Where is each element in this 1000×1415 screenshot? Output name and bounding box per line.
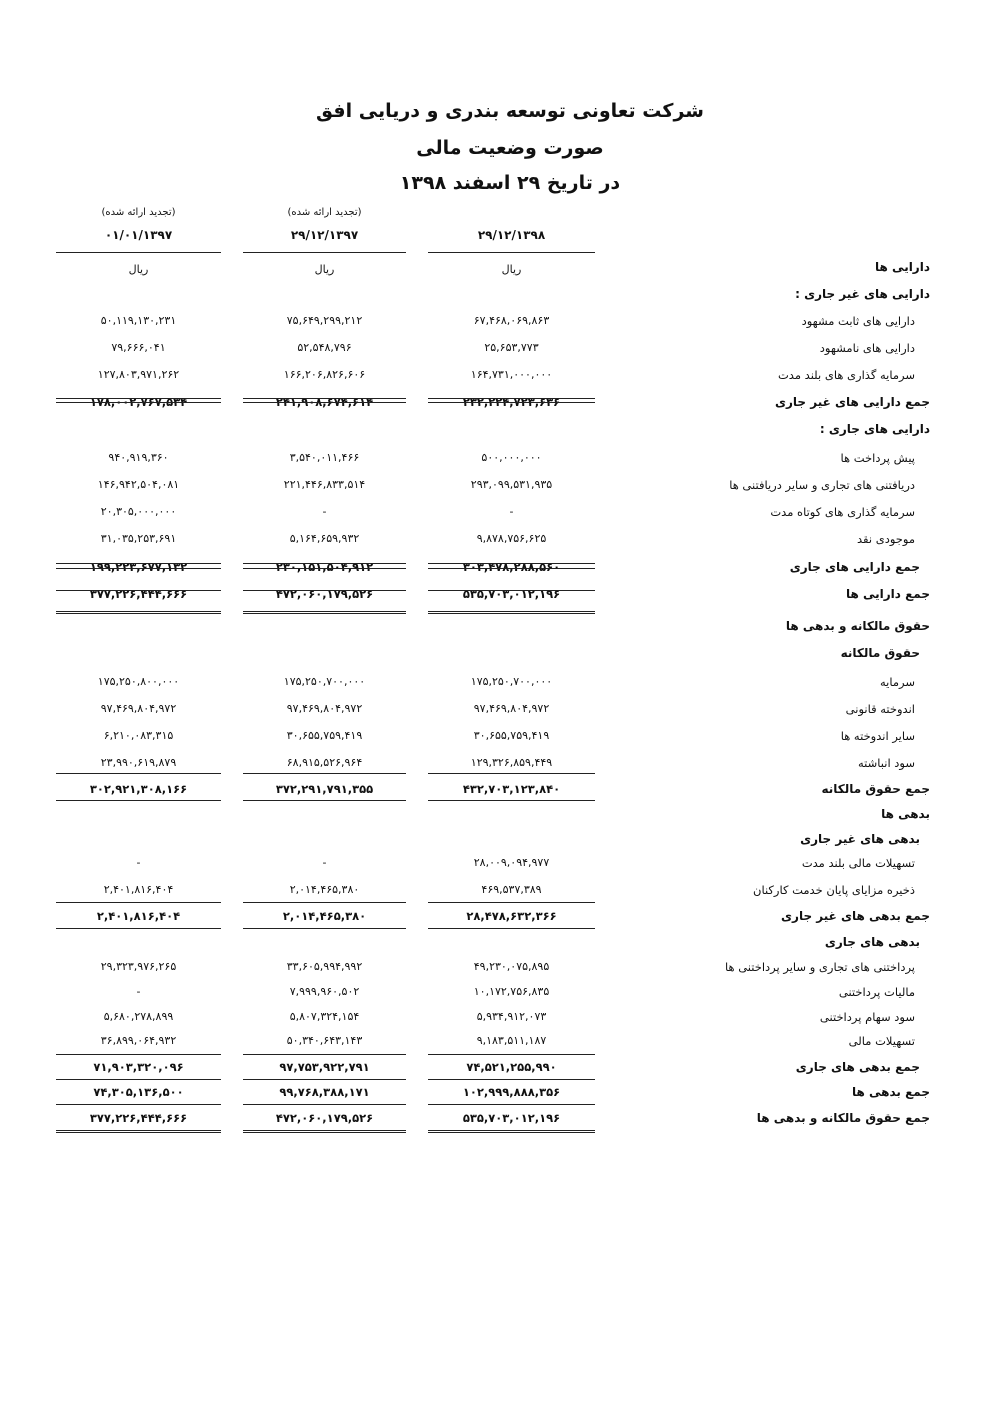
row-value: ۳۰,۶۵۵,۷۵۹,۴۱۹ xyxy=(286,729,363,742)
row-value: - xyxy=(322,505,327,518)
table-row xyxy=(0,556,1000,582)
subtotal-rule xyxy=(56,563,221,564)
subtotal-rule xyxy=(56,1054,221,1055)
row-value: ۴۳۲,۷۰۳,۱۲۳,۸۴۰ xyxy=(462,782,561,796)
header-rule xyxy=(428,252,595,253)
subtotal-rule xyxy=(428,773,595,774)
table-row xyxy=(0,642,1000,668)
table-row xyxy=(0,528,1000,554)
column-note: (تجدید ارائه شده) xyxy=(287,207,362,218)
table-row xyxy=(0,803,1000,829)
row-value: ۳۶,۸۹۹,۰۶۴,۹۳۲ xyxy=(100,1034,177,1047)
row-label: تسهیلات مالی xyxy=(848,1034,915,1048)
row-label: جمع بدهی های جاری xyxy=(795,1060,920,1074)
row-value: ۹۷,۴۶۹,۸۰۴,۹۷۲ xyxy=(286,702,363,715)
row-value: ۳۳,۶۰۵,۹۹۴,۹۹۲ xyxy=(286,960,363,973)
subtotal-rule xyxy=(428,928,595,929)
table-row xyxy=(0,698,1000,724)
row-label: بدهی ها xyxy=(881,807,930,821)
row-label: جمع دارایی ها xyxy=(845,587,930,601)
row-label: بدهی های غیر جاری xyxy=(800,832,920,846)
column-unit: ریال xyxy=(314,263,335,276)
row-label: اندوخته قانونی xyxy=(845,702,915,716)
total-double-rule xyxy=(56,611,221,614)
table-row xyxy=(0,501,1000,527)
row-value: ۱۴۶,۹۴۲,۵۰۴,۰۸۱ xyxy=(97,478,180,491)
row-value: ۳۱,۰۳۵,۲۵۳,۶۹۱ xyxy=(100,532,177,545)
row-label: سرمایه xyxy=(879,675,915,689)
row-value: ۷۱,۹۰۳,۳۲۰,۰۹۶ xyxy=(93,1060,184,1074)
row-value: ۲۵,۶۵۳,۷۷۳ xyxy=(484,341,539,354)
subtotal-rule xyxy=(243,928,406,929)
row-label: حقوق مالکانه و بدهی ها xyxy=(785,619,930,633)
row-value: ۴۶۹,۵۳۷,۳۸۹ xyxy=(481,883,542,896)
table-row xyxy=(0,474,1000,500)
row-value: - xyxy=(136,856,141,869)
row-value: ۵۳۵,۷۰۳,۰۱۲,۱۹۶ xyxy=(462,1111,561,1125)
row-label: سود سهام پرداختنی xyxy=(819,1010,915,1024)
table-row xyxy=(0,956,1000,982)
row-value: ۷۹,۶۶۶,۰۴۱ xyxy=(111,341,166,354)
total-double-rule xyxy=(243,611,406,614)
row-value: ۶۷,۴۶۸,۰۶۹,۸۶۳ xyxy=(473,314,550,327)
row-label: پرداختنی های تجاری و سایر پرداختنی ها xyxy=(725,960,915,974)
column-date: ۰۱/۰۱/۱۳۹۷ xyxy=(104,228,173,242)
row-value: ۵,۶۸۰,۲۷۸,۸۹۹ xyxy=(103,1010,174,1023)
row-value: ۳۰,۶۵۵,۷۵۹,۴۱۹ xyxy=(473,729,550,742)
table-row xyxy=(0,981,1000,1007)
table-row xyxy=(0,852,1000,878)
subtotal-rule xyxy=(56,1079,221,1080)
subtotal-rule xyxy=(428,800,595,801)
row-label: ذخیره مزایای پایان خدمت کارکنان xyxy=(753,883,915,897)
row-value: ۶۸,۹۱۵,۵۲۶,۹۶۴ xyxy=(286,756,363,769)
total-double-rule xyxy=(428,611,595,614)
row-label: دارایی های غیر جاری : xyxy=(795,287,930,301)
row-value: ۴۷۲,۰۶۰,۱۷۹,۵۲۶ xyxy=(275,1111,374,1125)
subtotal-rule xyxy=(243,1054,406,1055)
subtotal-rule xyxy=(243,563,406,564)
row-value: ۳۰۲,۹۲۱,۳۰۸,۱۶۶ xyxy=(89,782,188,796)
total-double-rule xyxy=(243,1130,406,1133)
row-value: ۹,۸۷۸,۷۵۶,۶۲۵ xyxy=(476,532,547,545)
table-row xyxy=(0,418,1000,444)
row-value: ۱۷۵,۲۵۰,۸۰۰,۰۰۰ xyxy=(97,675,180,688)
table-row xyxy=(0,364,1000,390)
row-value: ۶,۲۱۰,۰۸۳,۳۱۵ xyxy=(103,729,174,742)
subtotal-rule xyxy=(56,928,221,929)
subtotal-rule xyxy=(56,902,221,903)
table-row xyxy=(0,671,1000,697)
row-value: ۵۳۵,۷۰۳,۰۱۲,۱۹۶ xyxy=(462,587,561,601)
row-value: ۵,۱۶۴,۶۵۹,۹۳۲ xyxy=(289,532,360,545)
subtotal-rule xyxy=(243,402,406,403)
row-value: ۵۰,۳۴۰,۶۴۳,۱۴۳ xyxy=(286,1034,363,1047)
subtotal-rule xyxy=(428,563,595,564)
row-value: ۱۲۹,۳۲۶,۸۵۹,۴۴۹ xyxy=(470,756,553,769)
row-value: ۵,۹۳۴,۹۱۲,۰۷۳ xyxy=(476,1010,547,1023)
row-value: ۲۹,۳۲۳,۹۷۶,۲۶۵ xyxy=(100,960,177,973)
table-row xyxy=(0,583,1000,609)
row-value: - xyxy=(509,505,514,518)
row-label: موجودی نقد xyxy=(857,532,915,546)
row-value: ۳۷۲,۲۹۱,۷۹۱,۳۵۵ xyxy=(275,782,374,796)
row-value: ۴۷۲,۰۶۰,۱۷۹,۵۲۶ xyxy=(275,587,374,601)
row-value: ۲,۰۱۴,۴۶۵,۳۸۰ xyxy=(289,883,360,896)
row-label: حقوق مالکانه xyxy=(840,646,920,660)
total-double-rule xyxy=(428,1130,595,1133)
row-value: ۵,۸۰۷,۳۲۴,۱۵۴ xyxy=(289,1010,360,1023)
row-value: ۹,۱۸۳,۵۱۱,۱۸۷ xyxy=(476,1034,547,1047)
row-value: ۱۲۷,۸۰۳,۹۷۱,۲۶۲ xyxy=(97,368,180,381)
row-value: ۷۴,۳۰۵,۱۳۶,۵۰۰ xyxy=(93,1085,184,1099)
subtotal-rule xyxy=(428,902,595,903)
row-value: ۹۷,۷۵۳,۹۲۲,۷۹۱ xyxy=(279,1060,370,1074)
row-value: ۲۴۱,۹۰۸,۶۷۴,۶۱۴ xyxy=(275,395,374,409)
subtotal-rule xyxy=(243,398,406,399)
column-note xyxy=(428,206,595,220)
row-value: - xyxy=(136,985,141,998)
column-date: ۲۹/۱۲/۱۳۹۷ xyxy=(290,228,359,242)
row-label: دارایی های نامشهود xyxy=(819,341,915,355)
row-label: مالیات پرداختنی xyxy=(838,985,915,999)
row-label: جمع دارایی های غیر جاری xyxy=(775,395,930,409)
subtotal-rule xyxy=(56,590,221,591)
table-row xyxy=(0,310,1000,336)
row-value: ۱۷۸,۰۰۲,۷۶۷,۵۳۴ xyxy=(89,395,188,409)
row-value: ۹۹,۷۶۸,۳۸۸,۱۷۱ xyxy=(279,1085,370,1099)
row-value: ۳,۵۴۰,۰۱۱,۴۶۶ xyxy=(289,451,360,464)
row-value: ۳۷۷,۲۲۶,۴۴۴,۶۶۶ xyxy=(89,1111,188,1125)
subtotal-rule xyxy=(243,590,406,591)
table-row xyxy=(0,337,1000,363)
table-row xyxy=(0,931,1000,957)
total-double-rule xyxy=(56,1130,221,1133)
subtotal-rule xyxy=(428,1104,595,1105)
subtotal-rule xyxy=(428,398,595,399)
column-unit: ریال xyxy=(128,263,149,276)
row-value: ۴۹,۲۳۰,۰۷۵,۸۹۵ xyxy=(473,960,550,973)
row-label: سایر اندوخته ها xyxy=(840,729,915,743)
column-unit: ریال xyxy=(501,263,522,276)
row-value: ۲۸,۴۷۸,۶۳۲,۳۶۶ xyxy=(466,909,557,923)
row-value: ۷۵,۶۴۹,۲۹۹,۲۱۲ xyxy=(286,314,363,327)
subtotal-rule xyxy=(243,1104,406,1105)
row-value: ۳۷۷,۲۲۶,۴۴۴,۶۶۶ xyxy=(89,587,188,601)
row-value: ۱۰,۱۷۲,۷۵۶,۸۳۵ xyxy=(473,985,550,998)
subtotal-rule xyxy=(428,568,595,569)
table-row xyxy=(0,256,1000,282)
row-label: جمع بدهی ها xyxy=(852,1085,930,1099)
column-note: (تجدید ارائه شده) xyxy=(101,207,176,218)
row-value: ۱۰۲,۹۹۹,۸۸۸,۳۵۶ xyxy=(462,1085,561,1099)
row-value: ۱۷۵,۲۵۰,۷۰۰,۰۰۰ xyxy=(470,675,553,688)
subtotal-rule xyxy=(56,1104,221,1105)
table-row xyxy=(0,615,1000,641)
row-label: جمع حقوق مالکانه xyxy=(821,782,930,796)
row-label: سرمایه گذاری های بلند مدت xyxy=(777,368,915,382)
row-value: ۷۴,۵۲۱,۲۵۵,۹۹۰ xyxy=(466,1060,557,1074)
subtotal-rule xyxy=(428,1054,595,1055)
row-value: ۲۳۲,۲۲۴,۷۲۳,۶۳۶ xyxy=(462,395,561,409)
header-rule xyxy=(243,252,406,253)
table-row xyxy=(0,725,1000,751)
table-row xyxy=(0,1030,1000,1056)
row-label: دریافتنی های تجاری و سایر دریافتنی ها xyxy=(729,478,915,492)
subtotal-rule xyxy=(243,568,406,569)
row-value: ۵۲,۵۴۸,۷۹۶ xyxy=(297,341,352,354)
statement-date: در تاریخ ۲۹ اسفند ۱۳۹۸ xyxy=(399,172,621,194)
row-value: ۵۰۰,۰۰۰,۰۰۰ xyxy=(481,451,542,464)
row-label: دارایی های جاری : xyxy=(819,422,930,436)
row-value: ۷,۹۹۹,۹۶۰,۵۰۲ xyxy=(289,985,360,998)
row-value: ۳۰۳,۴۷۸,۲۸۸,۵۶۰ xyxy=(462,560,561,574)
subtotal-rule xyxy=(56,402,221,403)
table-row xyxy=(0,447,1000,473)
subtotal-rule xyxy=(428,590,595,591)
table-row xyxy=(0,391,1000,417)
subtotal-rule xyxy=(243,1079,406,1080)
row-label: سرمایه گذاری های کوتاه مدت xyxy=(770,505,915,519)
row-label: جمع دارایی های جاری xyxy=(789,560,920,574)
subtotal-rule xyxy=(56,398,221,399)
row-value: ۲,۰۱۴,۴۶۵,۳۸۰ xyxy=(282,909,367,923)
table-row xyxy=(0,752,1000,778)
table-row xyxy=(0,283,1000,309)
row-value: ۹۷,۴۶۹,۸۰۴,۹۷۲ xyxy=(100,702,177,715)
header-rule xyxy=(56,252,221,253)
row-value: ۹۴۰,۹۱۹,۳۶۰ xyxy=(108,451,169,464)
row-label: سود انباشته xyxy=(858,756,915,770)
row-label: تسهیلات مالی بلند مدت xyxy=(801,856,915,870)
row-value: ۲۹۳,۰۹۹,۵۳۱,۹۳۵ xyxy=(470,478,553,491)
row-value: ۱۷۵,۲۵۰,۷۰۰,۰۰۰ xyxy=(283,675,366,688)
row-value: ۲۳۰,۱۵۱,۵۰۴,۹۱۲ xyxy=(275,560,374,574)
row-value: ۱۶۴,۷۳۱,۰۰۰,۰۰۰ xyxy=(470,368,553,381)
subtotal-rule xyxy=(56,568,221,569)
statement-title: صورت وضعیت مالی xyxy=(416,137,604,159)
row-value: ۲,۴۰۱,۸۱۶,۴۰۴ xyxy=(103,883,174,896)
table-row xyxy=(0,1006,1000,1032)
row-label: جمع بدهی های غیر جاری xyxy=(781,909,930,923)
subtotal-rule xyxy=(243,902,406,903)
row-value: ۲۳,۹۹۰,۶۱۹,۸۷۹ xyxy=(100,756,177,769)
subtotal-rule xyxy=(56,773,221,774)
row-value: ۲۲۱,۴۴۶,۸۳۳,۵۱۴ xyxy=(283,478,366,491)
row-value: ۲۸,۰۰۹,۰۹۴,۹۷۷ xyxy=(473,856,550,869)
row-value: - xyxy=(322,856,327,869)
subtotal-rule xyxy=(243,800,406,801)
row-value: ۲,۴۰۱,۸۱۶,۴۰۴ xyxy=(96,909,181,923)
subtotal-rule xyxy=(428,402,595,403)
row-value: ۱۹۹,۲۲۳,۶۷۷,۱۳۲ xyxy=(89,560,188,574)
row-value: ۹۷,۴۶۹,۸۰۴,۹۷۲ xyxy=(473,702,550,715)
subtotal-rule xyxy=(428,1079,595,1080)
row-value: ۲۰,۳۰۵,۰۰۰,۰۰۰ xyxy=(100,505,177,518)
column-date: ۲۹/۱۲/۱۳۹۸ xyxy=(477,228,546,242)
row-value: ۵۰,۱۱۹,۱۳۰,۲۳۱ xyxy=(100,314,177,327)
row-label: بدهی های جاری xyxy=(824,935,920,949)
row-label: جمع حقوق مالکانه و بدهی ها xyxy=(756,1111,930,1125)
subtotal-rule xyxy=(243,773,406,774)
subtotal-rule xyxy=(56,800,221,801)
row-label: پیش پرداخت ها xyxy=(840,451,915,465)
company-name: شرکت تعاونی توسعه بندری و دریایی افق xyxy=(316,100,704,122)
row-value: ۱۶۶,۲۰۶,۸۲۶,۶۰۶ xyxy=(283,368,366,381)
table-row xyxy=(0,828,1000,854)
row-label: دارایی ها xyxy=(875,260,930,274)
row-label: دارایی های ثابت مشهود xyxy=(801,314,915,328)
